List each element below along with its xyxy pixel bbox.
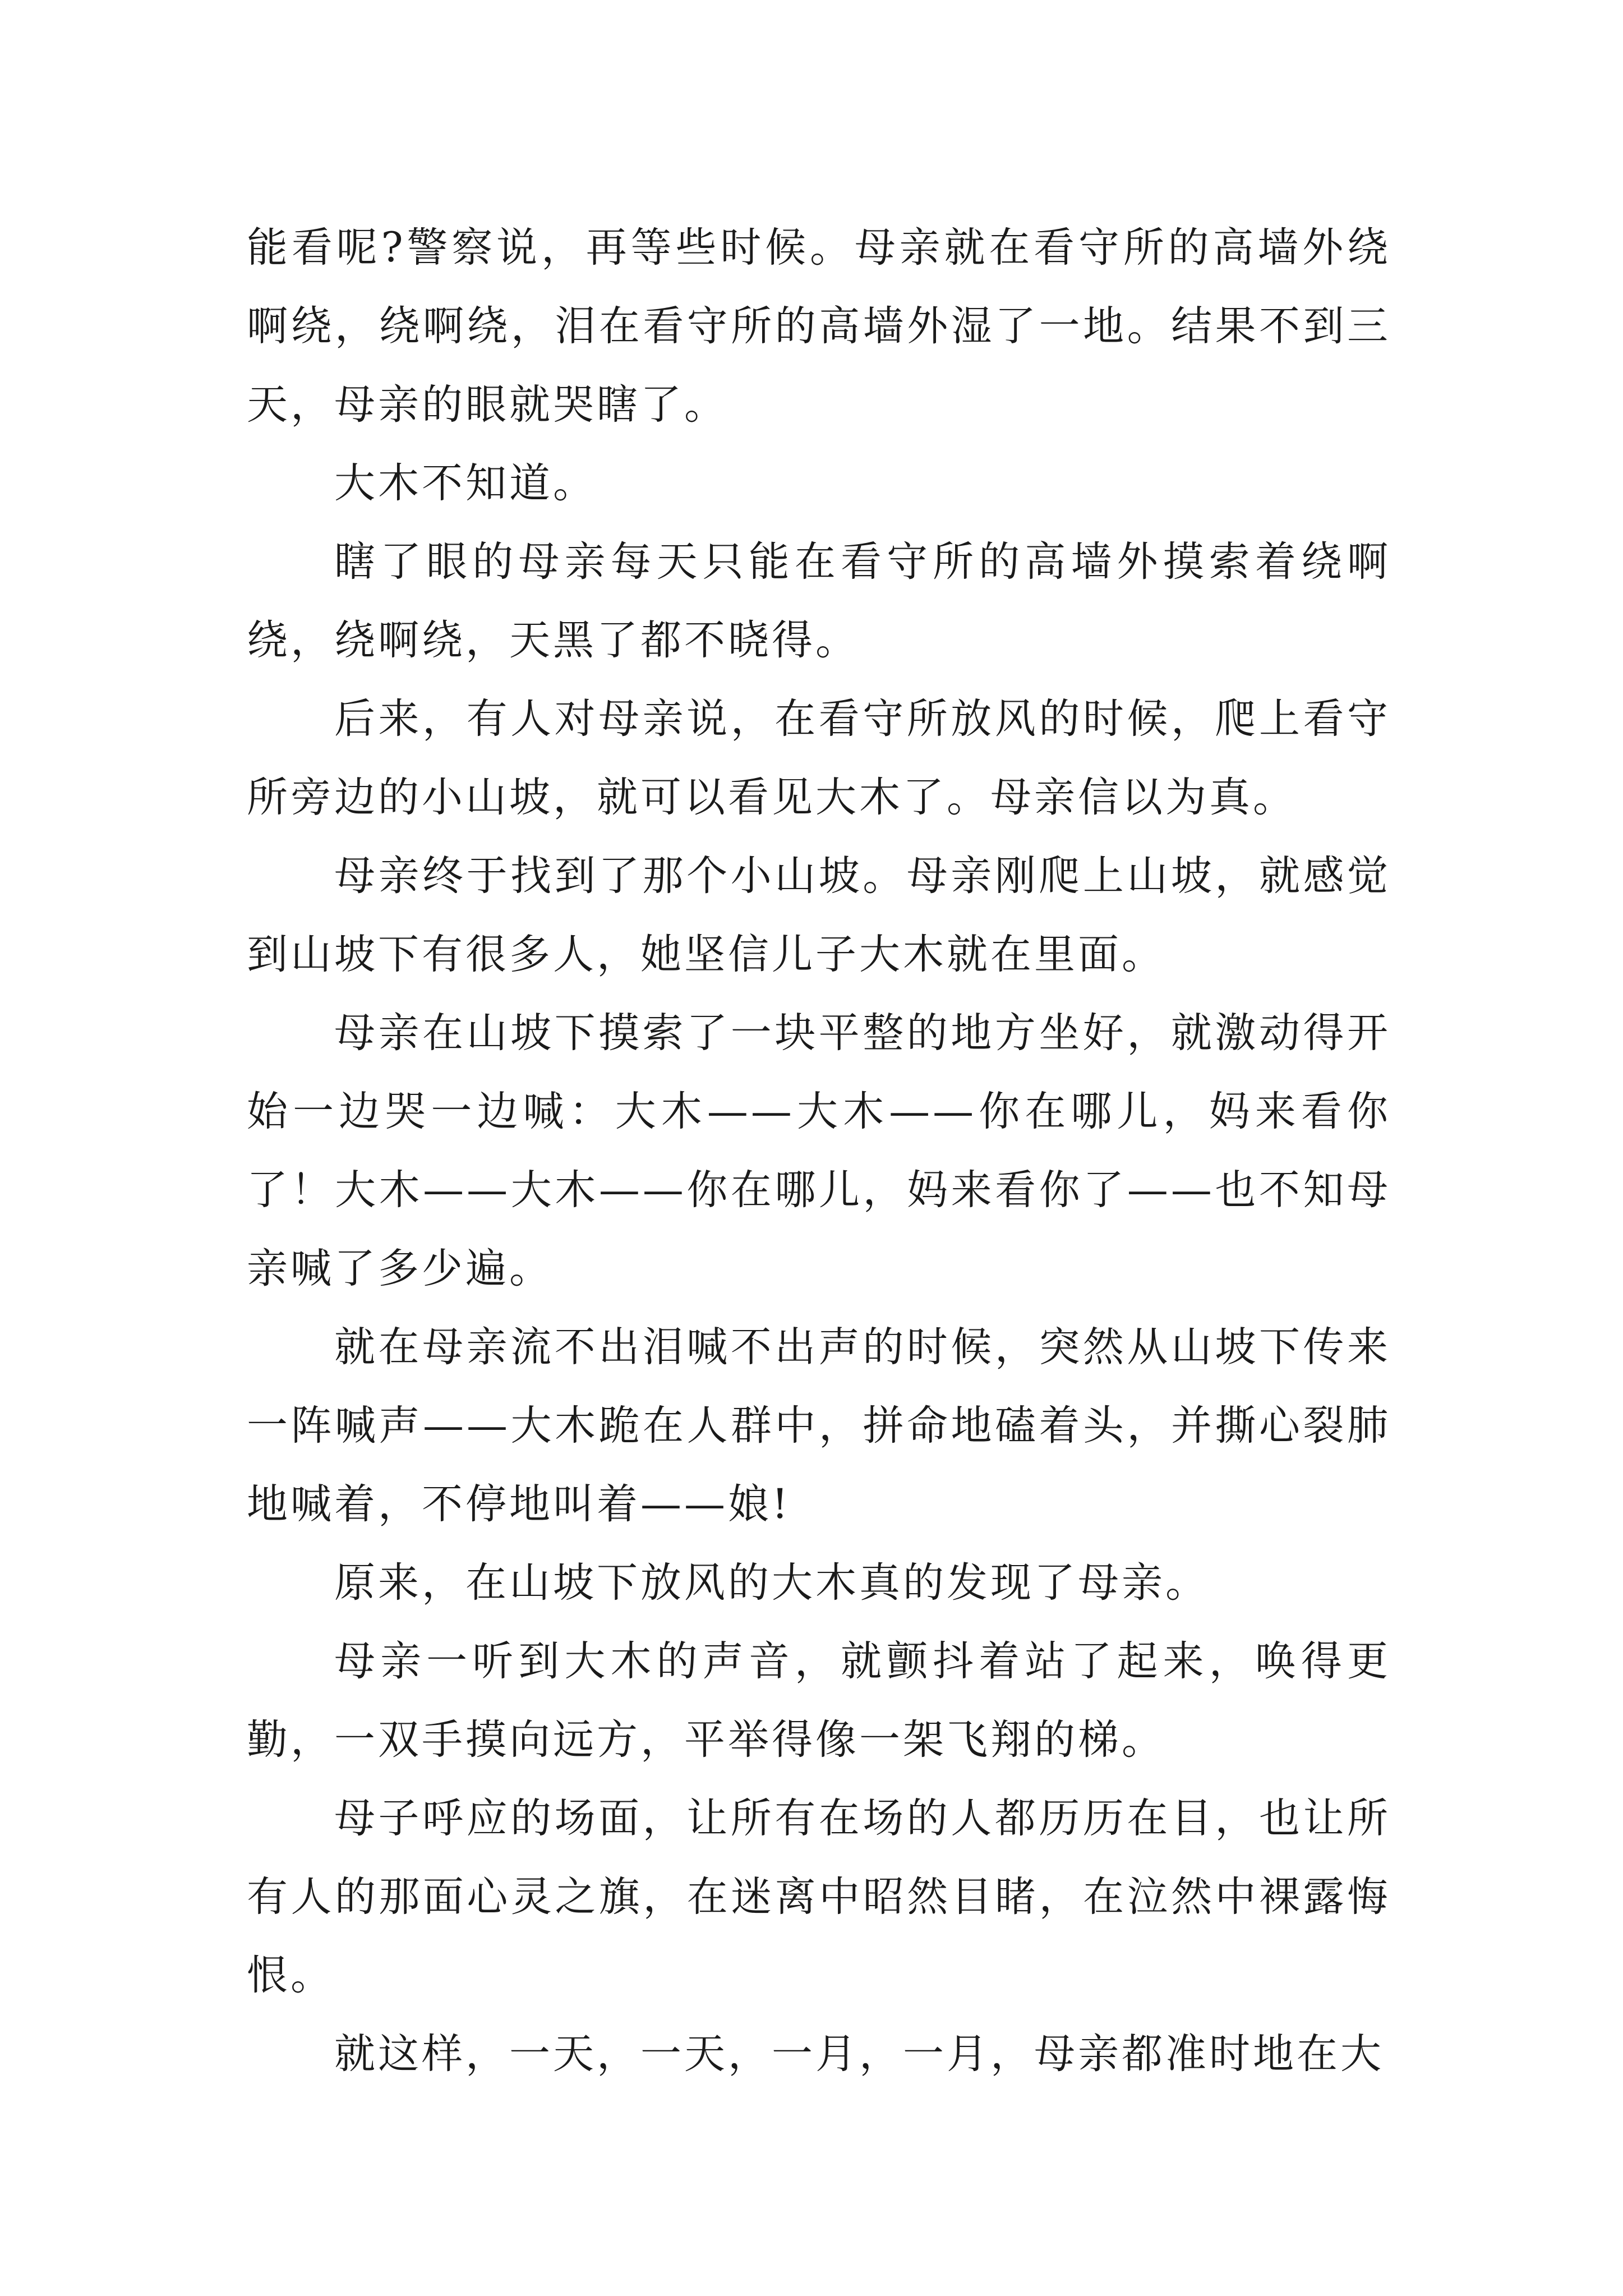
paragraph-3: 瞎了眼的母亲每天只能在看守所的高墙外摸索着绕啊绕，绕啊绕，天黑了都不晓得。: [247, 538, 1391, 664]
paragraph-2: 大木不知道。: [334, 459, 597, 507]
paragraph-11: 就这样，一天，一天，一月，一月，母亲都准时地在大: [334, 2030, 1384, 2078]
paragraph-6: 母亲在山坡下摸索了一块平整的地方坐好，就激动得开始一边哭一边喊：大木——大木——你在哪儿，妈来看你了！大木——大木——你在哪儿，妈来看你了——也不知母亲喊了多少遍。: [247, 1009, 1391, 1292]
paragraph-4: 后来，有人对母亲说，在看守所放风的时候，爬上看守所旁边的小山坡，就可以看见大木了。母亲信以为真。: [247, 695, 1391, 821]
paragraph-8: 原来，在山坡下放风的大木真的发现了母亲。: [334, 1559, 1209, 1607]
paragraph-7: 就在母亲流不出泪喊不出声的时候，突然从山坡下传来一阵喊声——大木跪在人群中，拼命地磕着头，并撕心裂肺地喊着，不停地叫着——娘!: [247, 1323, 1391, 1528]
paragraph-1: 能看呢?警察说，再等些时候。母亲就在看守所的高墙外绕啊绕，绕啊绕，泪在看守所的高墙外湿了一地。结果不到三天，母亲的眼就哭瞎了。: [247, 224, 1391, 429]
paragraph-9: 母亲一听到大木的声音，就颤抖着站了起来，唤得更勤，一双手摸向远方，平举得像一架飞翔的梯。: [247, 1637, 1391, 1764]
paragraph-5: 母亲终于找到了那个小山坡。母亲刚爬上山坡，就感觉到山坡下有很多人，她坚信儿子大木就在里面。: [247, 852, 1391, 978]
paragraph-10: 母子呼应的场面，让所有在场的人都历历在目，也让所有人的那面心灵之旗，在迷离中昭然目睹，在泣然中裸露悔恨。: [247, 1795, 1391, 1999]
document-body: [247, 209, 1391, 2093]
